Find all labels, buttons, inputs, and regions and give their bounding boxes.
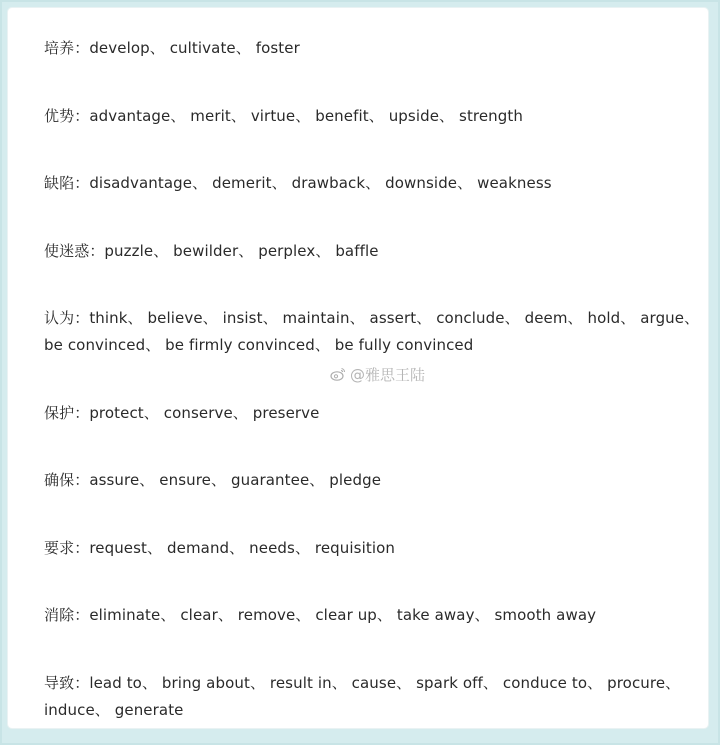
entry-colon: ： [74,471,90,489]
entry-renwei [44,305,704,359]
entry-head: 消除 [44,606,75,624]
entry-head: 确保 [44,471,75,489]
entry-colon: ： [74,674,90,692]
watermark [330,363,430,385]
entry-shimihuo [44,238,704,265]
entry-quebao [44,467,704,494]
entry-text: develop、 cultivate、 foster [89,39,300,57]
entry-youshi [44,103,704,130]
entry-colon: ： [89,242,105,260]
entry-text: request、 demand、 needs、 requisition [89,539,395,557]
entry-text: lead to、 bring about、 result in、 cause、 spark off、 conduce to、 procure、 induce、 generate [44,674,681,719]
entry-text: assure、 ensure、 guarantee、 pledge [89,471,382,489]
entry-colon: ： [74,404,90,422]
entry-head: 要求 [44,539,75,557]
entry-colon: ： [74,309,90,327]
entry-peiyang [44,35,704,62]
entry-colon: ： [74,107,90,125]
entry-text: advantage、 merit、 virtue、 benefit、 upside、 strength [89,107,524,125]
entry-colon: ： [74,174,90,192]
entry-head: 缺陷 [44,174,75,192]
entry-text: protect、 conserve、 preserve [89,404,320,422]
entry-head: 认为 [44,309,75,327]
entry-text: eliminate、 clear、 remove、 clear up、 take away、 smooth away [89,606,597,624]
entry-head: 使迷惑 [44,242,90,260]
entry-baohu [44,400,704,427]
entry-head: 保护 [44,404,75,422]
entry-text: think、 believe、 insist、 maintain、 assert、 conclude、 deem、 hold、 argue、 be convinced、 be firmly convinced、 be fully convinced [44,309,700,354]
entry-head: 导致 [44,674,75,692]
entry-colon: ： [74,539,90,557]
entry-daozhi [44,670,704,724]
watermark-text: @雅思王陆 [350,365,426,384]
entry-yaoqiu [44,535,704,562]
entry-text: disadvantage、 demerit、 drawback、 downside、 weakness [89,174,552,192]
entry-colon: ： [74,606,90,624]
entry-head: 培养 [44,39,75,57]
entry-head: 优势 [44,107,75,125]
entry-quexian [44,170,704,197]
entry-colon: ： [74,39,90,57]
entry-text: puzzle、 bewilder、 perplex、 baffle [104,242,379,260]
weibo-icon [330,366,346,382]
entry-xiaochu [44,602,704,629]
